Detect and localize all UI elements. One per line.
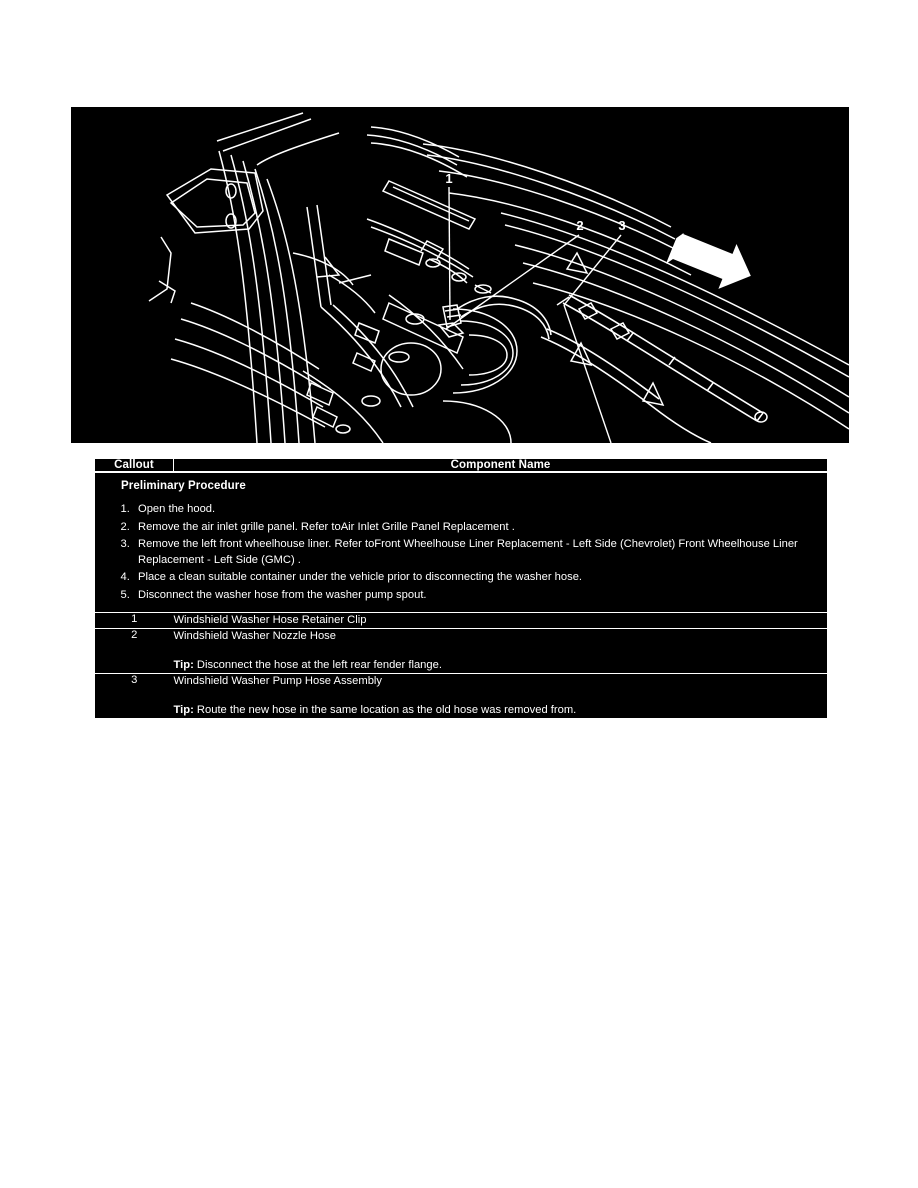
- preliminary-step: 1. Open the hood.: [133, 502, 813, 518]
- table-header-row: [95, 459, 827, 472]
- table-row: [95, 628, 827, 673]
- callout-component: [174, 612, 828, 628]
- header-callout: Callout: [114, 459, 154, 471]
- component-name-text: Windshield Washer Hose Retainer Clip: [173, 613, 367, 626]
- preliminary-procedure-row: [95, 472, 827, 612]
- component-illustration: [71, 107, 849, 443]
- callout-label-2: 2: [576, 218, 584, 233]
- callout-component: [174, 628, 828, 673]
- callout-number: 1: [95, 612, 174, 628]
- table-row: [95, 612, 827, 628]
- callout-number: 2: [95, 628, 174, 673]
- component-tip: [174, 703, 828, 718]
- preliminary-step: 3. Remove the left front wheelhouse liner. Refer toFront Wheelhouse Liner Replacement - Left Side (Chevrolet) Front Wheelhouse Liner Replacement - Left Side (GMC) .: [133, 537, 813, 568]
- callout-table-element: [95, 459, 827, 718]
- component-name-text: Windshield Washer Pump Hose Assembly: [173, 674, 382, 687]
- component-callout-table: [92, 456, 830, 721]
- callout-label-3: 3: [618, 218, 626, 233]
- table-row: [95, 673, 827, 718]
- preliminary-procedure-cell: [95, 472, 827, 612]
- preliminary-step: 5. Disconnect the washer hose from the washer pump spout.: [133, 588, 813, 604]
- preliminary-step: 4. Place a clean suitable container under the vehicle prior to disconnecting the washer hose.: [133, 570, 813, 586]
- tip-text: Disconnect the hose at the left rear fender flange.: [196, 658, 442, 671]
- leader-line-1: [449, 187, 450, 320]
- header-component-name: Component Name: [174, 459, 828, 472]
- preliminary-step: 2. Remove the air inlet grille panel. Refer toAir Inlet Grille Panel Replacement .: [133, 520, 813, 536]
- preliminary-steps-list: [95, 502, 827, 604]
- callout-label-1: 1: [445, 171, 453, 186]
- line-art-drawing: [71, 107, 849, 443]
- callout-number: 3: [131, 673, 138, 686]
- callout-component: [174, 673, 828, 718]
- tip-label: Tip:: [173, 658, 194, 671]
- tip-text: Route the new hose in the same location as the old hose was removed from.: [196, 703, 577, 716]
- component-name-text: Windshield Washer Nozzle Hose: [173, 629, 336, 642]
- preliminary-procedure-title: Preliminary Procedure: [121, 480, 246, 492]
- component-tip: [174, 658, 828, 673]
- tip-label: Tip:: [173, 703, 194, 716]
